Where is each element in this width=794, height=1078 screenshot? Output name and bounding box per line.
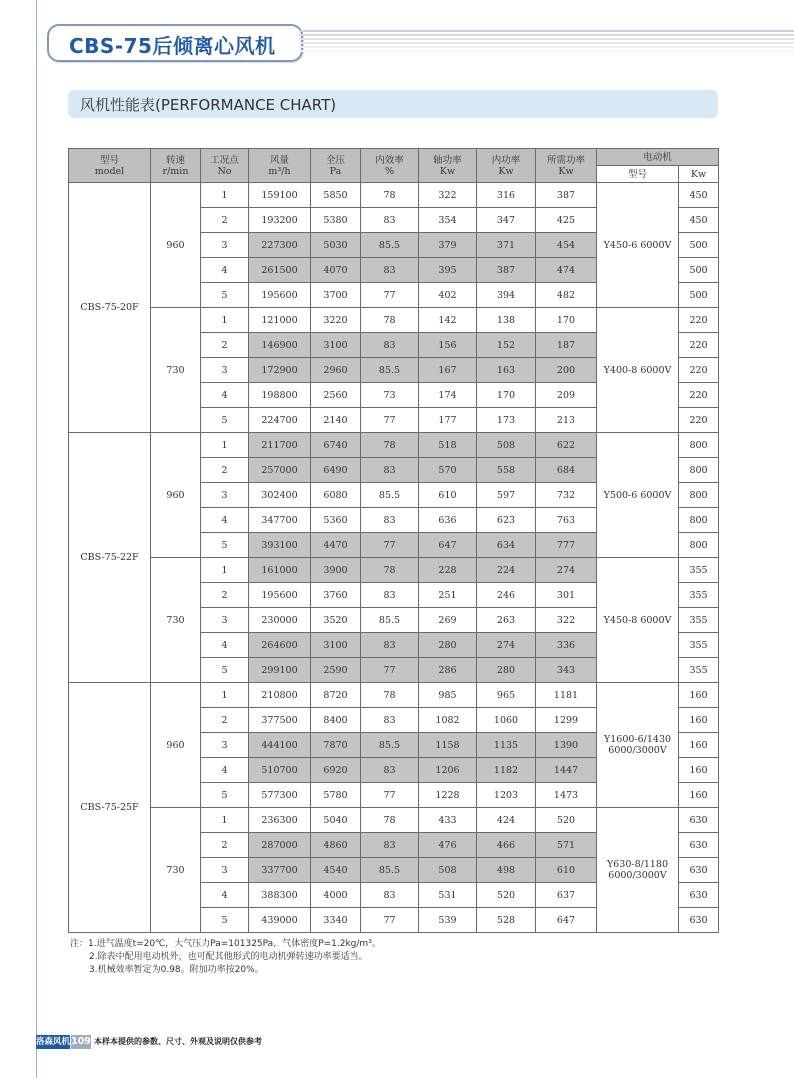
motor-kw-cell: 800 bbox=[679, 533, 719, 558]
flow-cell: 347700 bbox=[249, 508, 311, 533]
operating-point-cell: 4 bbox=[201, 883, 249, 908]
shaft-power-cell: 286 bbox=[419, 658, 477, 683]
motor-kw-cell: 800 bbox=[679, 458, 719, 483]
inner-power-cell: 597 bbox=[477, 483, 536, 508]
speed-cell: 730 bbox=[151, 308, 201, 433]
col-header-required-power: 所需功率 Kw bbox=[536, 149, 597, 183]
shaft-power-cell: 174 bbox=[419, 383, 477, 408]
pressure-cell: 3100 bbox=[311, 333, 361, 358]
required-power-cell: 274 bbox=[536, 558, 597, 583]
motor-kw-cell: 800 bbox=[679, 508, 719, 533]
pressure-cell: 5040 bbox=[311, 808, 361, 833]
motor-type-cell bbox=[597, 308, 679, 433]
col-header-motor-type: 型号 bbox=[597, 166, 679, 183]
shaft-power-cell: 395 bbox=[419, 258, 477, 283]
pressure-cell: 3340 bbox=[311, 908, 361, 933]
required-power-cell: 610 bbox=[536, 858, 597, 883]
efficiency-cell: 83 bbox=[361, 508, 419, 533]
col-header-motor-kw: Kw bbox=[679, 166, 719, 183]
flow-cell: 299100 bbox=[249, 658, 311, 683]
required-power-cell: 647 bbox=[536, 908, 597, 933]
operating-point-cell: 4 bbox=[201, 758, 249, 783]
motor-type-cell bbox=[597, 183, 679, 308]
operating-point-cell: 5 bbox=[201, 658, 249, 683]
shaft-power-cell: 167 bbox=[419, 358, 477, 383]
motor-kw-cell: 630 bbox=[679, 858, 719, 883]
flow-cell: 146900 bbox=[249, 333, 311, 358]
inner-power-cell: 170 bbox=[477, 383, 536, 408]
motor-kw-cell: 800 bbox=[679, 483, 719, 508]
pressure-cell: 3520 bbox=[311, 608, 361, 633]
model-cell: CBS-75-20F bbox=[69, 183, 151, 433]
motor-type-line: Y400-8 6000V bbox=[603, 364, 672, 376]
pressure-cell: 2590 bbox=[311, 658, 361, 683]
operating-point-cell: 3 bbox=[201, 233, 249, 258]
efficiency-cell: 78 bbox=[361, 683, 419, 708]
shaft-power-cell: 1228 bbox=[419, 783, 477, 808]
efficiency-cell: 83 bbox=[361, 258, 419, 283]
motor-kw-cell: 160 bbox=[679, 683, 719, 708]
pressure-cell: 7870 bbox=[311, 733, 361, 758]
shaft-power-cell: 269 bbox=[419, 608, 477, 633]
pressure-cell: 5360 bbox=[311, 508, 361, 533]
flow-cell: 377500 bbox=[249, 708, 311, 733]
flow-cell: 195600 bbox=[249, 583, 311, 608]
motor-kw-cell: 355 bbox=[679, 583, 719, 608]
operating-point-cell: 1 bbox=[201, 183, 249, 208]
required-power-cell: 637 bbox=[536, 883, 597, 908]
required-power-cell: 301 bbox=[536, 583, 597, 608]
required-power-cell: 763 bbox=[536, 508, 597, 533]
table-row bbox=[69, 183, 719, 208]
motor-type-line: Y500-6 6000V bbox=[603, 489, 672, 501]
col-header-pressure: 全压 Pa bbox=[311, 149, 361, 183]
col-header-efficiency: 内效率 % bbox=[361, 149, 419, 183]
flow-cell: 510700 bbox=[249, 758, 311, 783]
speed-cell: 960 bbox=[151, 183, 201, 308]
operating-point-cell: 4 bbox=[201, 383, 249, 408]
required-power-cell: 571 bbox=[536, 833, 597, 858]
required-power-cell: 732 bbox=[536, 483, 597, 508]
inner-power-cell: 1182 bbox=[477, 758, 536, 783]
operating-point-cell: 2 bbox=[201, 458, 249, 483]
shaft-power-cell: 379 bbox=[419, 233, 477, 258]
col-header-flow: 风量 m³/h bbox=[249, 149, 311, 183]
required-power-cell: 209 bbox=[536, 383, 597, 408]
motor-type-line: Y450-8 6000V bbox=[603, 614, 672, 626]
efficiency-cell: 85.5 bbox=[361, 608, 419, 633]
motor-kw-cell: 450 bbox=[679, 183, 719, 208]
flow-cell: 577300 bbox=[249, 783, 311, 808]
pressure-cell: 2140 bbox=[311, 408, 361, 433]
inner-power-cell: 263 bbox=[477, 608, 536, 633]
pressure-cell: 4470 bbox=[311, 533, 361, 558]
motor-kw-cell: 630 bbox=[679, 908, 719, 933]
table-row bbox=[69, 558, 719, 583]
motor-kw-cell: 160 bbox=[679, 733, 719, 758]
operating-point-cell: 1 bbox=[201, 808, 249, 833]
shaft-power-cell: 433 bbox=[419, 808, 477, 833]
operating-point-cell: 2 bbox=[201, 208, 249, 233]
flow-cell: 230000 bbox=[249, 608, 311, 633]
required-power-cell: 200 bbox=[536, 358, 597, 383]
motor-type-cell bbox=[597, 808, 679, 933]
flow-cell: 261500 bbox=[249, 258, 311, 283]
efficiency-cell: 85.5 bbox=[361, 233, 419, 258]
shaft-power-cell: 610 bbox=[419, 483, 477, 508]
inner-power-cell: 163 bbox=[477, 358, 536, 383]
shaft-power-cell: 570 bbox=[419, 458, 477, 483]
section-title: 风机性能表(PERFORMANCE CHART) bbox=[80, 96, 337, 114]
table-body bbox=[69, 183, 719, 933]
pressure-cell: 3220 bbox=[311, 308, 361, 333]
note-line: 注：1.进气温度t=20℃，大气压力Pa=101325Pa，气体密度P=1.2kg/m³。 bbox=[70, 939, 381, 949]
operating-point-cell: 1 bbox=[201, 558, 249, 583]
efficiency-cell: 78 bbox=[361, 183, 419, 208]
motor-kw-cell: 355 bbox=[679, 658, 719, 683]
pressure-cell: 6490 bbox=[311, 458, 361, 483]
inner-power-cell: 528 bbox=[477, 908, 536, 933]
shaft-power-cell: 228 bbox=[419, 558, 477, 583]
header-row bbox=[69, 149, 719, 166]
inner-power-cell: 224 bbox=[477, 558, 536, 583]
pressure-cell: 6920 bbox=[311, 758, 361, 783]
flow-cell: 302400 bbox=[249, 483, 311, 508]
motor-kw-cell: 220 bbox=[679, 408, 719, 433]
motor-kw-cell: 220 bbox=[679, 308, 719, 333]
flow-cell: 393100 bbox=[249, 533, 311, 558]
inner-power-cell: 280 bbox=[477, 658, 536, 683]
motor-kw-cell: 450 bbox=[679, 208, 719, 233]
inner-power-cell: 520 bbox=[477, 883, 536, 908]
col-header-speed: 转速 r/min bbox=[151, 149, 201, 183]
speed-cell: 960 bbox=[151, 433, 201, 558]
flow-cell: 236300 bbox=[249, 808, 311, 833]
motor-kw-cell: 160 bbox=[679, 783, 719, 808]
operating-point-cell: 3 bbox=[201, 733, 249, 758]
flow-cell: 193200 bbox=[249, 208, 311, 233]
efficiency-cell: 85.5 bbox=[361, 733, 419, 758]
shaft-power-cell: 177 bbox=[419, 408, 477, 433]
operating-point-cell: 5 bbox=[201, 783, 249, 808]
operating-point-cell: 5 bbox=[201, 408, 249, 433]
inner-power-cell: 424 bbox=[477, 808, 536, 833]
motor-type-line: 6000/3000V bbox=[608, 745, 667, 756]
speed-cell: 730 bbox=[151, 558, 201, 683]
pressure-cell: 3900 bbox=[311, 558, 361, 583]
efficiency-cell: 78 bbox=[361, 558, 419, 583]
motor-type-cell bbox=[597, 558, 679, 683]
motor-kw-cell: 800 bbox=[679, 433, 719, 458]
notes bbox=[70, 938, 720, 977]
shaft-power-cell: 402 bbox=[419, 283, 477, 308]
pressure-cell: 5380 bbox=[311, 208, 361, 233]
flow-cell: 264600 bbox=[249, 633, 311, 658]
required-power-cell: 213 bbox=[536, 408, 597, 433]
flow-cell: 172900 bbox=[249, 358, 311, 383]
motor-kw-cell: 355 bbox=[679, 558, 719, 583]
inner-power-cell: 316 bbox=[477, 183, 536, 208]
flow-cell: 211700 bbox=[249, 433, 311, 458]
flow-cell: 287000 bbox=[249, 833, 311, 858]
motor-kw-cell: 160 bbox=[679, 708, 719, 733]
required-power-cell: 336 bbox=[536, 633, 597, 658]
note-line: 2.除表中配用电动机外，也可配其他形式的电动机弹转速功率要适当。 bbox=[89, 952, 368, 962]
pressure-cell: 8720 bbox=[311, 683, 361, 708]
model-cell: CBS-75-25F bbox=[69, 683, 151, 933]
required-power-cell: 1447 bbox=[536, 758, 597, 783]
motor-type-line: Y450-6 6000V bbox=[603, 239, 672, 251]
flow-cell: 227300 bbox=[249, 233, 311, 258]
efficiency-cell: 83 bbox=[361, 883, 419, 908]
pressure-cell: 6740 bbox=[311, 433, 361, 458]
motor-kw-cell: 500 bbox=[679, 283, 719, 308]
motor-kw-cell: 630 bbox=[679, 833, 719, 858]
motor-kw-cell: 630 bbox=[679, 883, 719, 908]
required-power-cell: 474 bbox=[536, 258, 597, 283]
shaft-power-cell: 1082 bbox=[419, 708, 477, 733]
efficiency-cell: 83 bbox=[361, 833, 419, 858]
performance-table bbox=[68, 148, 719, 933]
pressure-cell: 5030 bbox=[311, 233, 361, 258]
pressure-cell: 3760 bbox=[311, 583, 361, 608]
shaft-power-cell: 539 bbox=[419, 908, 477, 933]
inner-power-cell: 387 bbox=[477, 258, 536, 283]
motor-kw-cell: 500 bbox=[679, 258, 719, 283]
operating-point-cell: 1 bbox=[201, 433, 249, 458]
efficiency-cell: 77 bbox=[361, 533, 419, 558]
operating-point-cell: 3 bbox=[201, 483, 249, 508]
operating-point-cell: 2 bbox=[201, 333, 249, 358]
efficiency-cell: 77 bbox=[361, 408, 419, 433]
inner-power-cell: 965 bbox=[477, 683, 536, 708]
motor-type-cell bbox=[597, 683, 679, 808]
operating-point-cell: 3 bbox=[201, 358, 249, 383]
efficiency-cell: 77 bbox=[361, 658, 419, 683]
operating-point-cell: 4 bbox=[201, 508, 249, 533]
flow-cell: 159100 bbox=[249, 183, 311, 208]
operating-point-cell: 1 bbox=[201, 683, 249, 708]
efficiency-cell: 83 bbox=[361, 333, 419, 358]
inner-power-cell: 634 bbox=[477, 533, 536, 558]
page-title: CBS-75后倾离心风机 bbox=[69, 34, 276, 58]
inner-power-cell: 246 bbox=[477, 583, 536, 608]
motor-kw-cell: 220 bbox=[679, 358, 719, 383]
section-bar bbox=[68, 90, 718, 118]
page-number: 109 bbox=[71, 1036, 91, 1047]
flow-cell: 198800 bbox=[249, 383, 311, 408]
motor-type-cell bbox=[597, 433, 679, 558]
required-power-cell: 425 bbox=[536, 208, 597, 233]
table-row bbox=[69, 308, 719, 333]
required-power-cell: 322 bbox=[536, 608, 597, 633]
motor-kw-cell: 500 bbox=[679, 233, 719, 258]
table-row bbox=[69, 808, 719, 833]
flow-cell: 444100 bbox=[249, 733, 311, 758]
col-header-inner-power: 内功率 Kw bbox=[477, 149, 536, 183]
required-power-cell: 1299 bbox=[536, 708, 597, 733]
inner-power-cell: 623 bbox=[477, 508, 536, 533]
col-header-shaft-power: 轴功率 Kw bbox=[419, 149, 477, 183]
shaft-power-cell: 1206 bbox=[419, 758, 477, 783]
efficiency-cell: 73 bbox=[361, 383, 419, 408]
pressure-cell: 5780 bbox=[311, 783, 361, 808]
required-power-cell: 187 bbox=[536, 333, 597, 358]
efficiency-cell: 83 bbox=[361, 583, 419, 608]
efficiency-cell: 77 bbox=[361, 783, 419, 808]
efficiency-cell: 77 bbox=[361, 283, 419, 308]
motor-type-line: Y1600-6/1430 bbox=[603, 734, 672, 745]
operating-point-cell: 5 bbox=[201, 908, 249, 933]
efficiency-cell: 83 bbox=[361, 633, 419, 658]
shaft-power-cell: 142 bbox=[419, 308, 477, 333]
efficiency-cell: 78 bbox=[361, 308, 419, 333]
col-header-no: 工况点 No bbox=[201, 149, 249, 183]
pressure-cell: 4070 bbox=[311, 258, 361, 283]
efficiency-cell: 83 bbox=[361, 458, 419, 483]
shaft-power-cell: 508 bbox=[419, 858, 477, 883]
col-header-model: 型号 model bbox=[69, 149, 151, 183]
shaft-power-cell: 518 bbox=[419, 433, 477, 458]
required-power-cell: 1473 bbox=[536, 783, 597, 808]
efficiency-cell: 85.5 bbox=[361, 358, 419, 383]
shaft-power-cell: 280 bbox=[419, 633, 477, 658]
shaft-power-cell: 156 bbox=[419, 333, 477, 358]
required-power-cell: 454 bbox=[536, 233, 597, 258]
operating-point-cell: 5 bbox=[201, 283, 249, 308]
required-power-cell: 482 bbox=[536, 283, 597, 308]
shaft-power-cell: 476 bbox=[419, 833, 477, 858]
pressure-cell: 4540 bbox=[311, 858, 361, 883]
required-power-cell: 343 bbox=[536, 658, 597, 683]
efficiency-cell: 78 bbox=[361, 808, 419, 833]
operating-point-cell: 2 bbox=[201, 583, 249, 608]
inner-power-cell: 347 bbox=[477, 208, 536, 233]
flow-cell: 210800 bbox=[249, 683, 311, 708]
table-row bbox=[69, 683, 719, 708]
required-power-cell: 777 bbox=[536, 533, 597, 558]
motor-type-line: Y630-8/1180 bbox=[606, 859, 669, 870]
pressure-cell: 8400 bbox=[311, 708, 361, 733]
flow-cell: 121000 bbox=[249, 308, 311, 333]
speed-cell: 960 bbox=[151, 683, 201, 808]
note-line: 3.机械效率暂定为0.98。附加功率按20%。 bbox=[89, 965, 264, 975]
shaft-power-cell: 354 bbox=[419, 208, 477, 233]
flow-cell: 224700 bbox=[249, 408, 311, 433]
inner-power-cell: 1135 bbox=[477, 733, 536, 758]
efficiency-cell: 78 bbox=[361, 433, 419, 458]
inner-power-cell: 508 bbox=[477, 433, 536, 458]
motor-kw-cell: 355 bbox=[679, 633, 719, 658]
inner-power-cell: 466 bbox=[477, 833, 536, 858]
inner-power-cell: 498 bbox=[477, 858, 536, 883]
required-power-cell: 1390 bbox=[536, 733, 597, 758]
required-power-cell: 622 bbox=[536, 433, 597, 458]
pressure-cell: 5850 bbox=[311, 183, 361, 208]
motor-kw-cell: 220 bbox=[679, 333, 719, 358]
shaft-power-cell: 647 bbox=[419, 533, 477, 558]
efficiency-cell: 85.5 bbox=[361, 483, 419, 508]
pressure-cell: 2560 bbox=[311, 383, 361, 408]
inner-power-cell: 138 bbox=[477, 308, 536, 333]
operating-point-cell: 5 bbox=[201, 533, 249, 558]
title-tab bbox=[47, 24, 303, 62]
pressure-cell: 4000 bbox=[311, 883, 361, 908]
footer-brand: 洛森风机 bbox=[36, 1037, 71, 1047]
operating-point-cell: 3 bbox=[201, 858, 249, 883]
operating-point-cell: 2 bbox=[201, 708, 249, 733]
speed-cell: 730 bbox=[151, 808, 201, 933]
required-power-cell: 520 bbox=[536, 808, 597, 833]
efficiency-cell: 77 bbox=[361, 908, 419, 933]
flow-cell: 388300 bbox=[249, 883, 311, 908]
table-row bbox=[69, 433, 719, 458]
pressure-cell: 3700 bbox=[311, 283, 361, 308]
motor-kw-cell: 630 bbox=[679, 808, 719, 833]
footer-note: 本样本提供的参数、尺寸、外观及说明仅供参考 bbox=[94, 1037, 262, 1046]
efficiency-cell: 83 bbox=[361, 758, 419, 783]
required-power-cell: 170 bbox=[536, 308, 597, 333]
pressure-cell: 6080 bbox=[311, 483, 361, 508]
inner-power-cell: 152 bbox=[477, 333, 536, 358]
inner-power-cell: 371 bbox=[477, 233, 536, 258]
shaft-power-cell: 322 bbox=[419, 183, 477, 208]
pressure-cell: 3100 bbox=[311, 633, 361, 658]
inner-power-cell: 173 bbox=[477, 408, 536, 433]
flow-cell: 161000 bbox=[249, 558, 311, 583]
inner-power-cell: 558 bbox=[477, 458, 536, 483]
operating-point-cell: 1 bbox=[201, 308, 249, 333]
pressure-cell: 2960 bbox=[311, 358, 361, 383]
required-power-cell: 387 bbox=[536, 183, 597, 208]
shaft-power-cell: 636 bbox=[419, 508, 477, 533]
operating-point-cell: 2 bbox=[201, 833, 249, 858]
shaft-power-cell: 251 bbox=[419, 583, 477, 608]
motor-kw-cell: 220 bbox=[679, 383, 719, 408]
flow-cell: 257000 bbox=[249, 458, 311, 483]
operating-point-cell: 3 bbox=[201, 608, 249, 633]
efficiency-cell: 83 bbox=[361, 708, 419, 733]
flow-cell: 337700 bbox=[249, 858, 311, 883]
inner-power-cell: 394 bbox=[477, 283, 536, 308]
inner-power-cell: 1060 bbox=[477, 708, 536, 733]
motor-kw-cell: 355 bbox=[679, 608, 719, 633]
title-stripes bbox=[299, 28, 794, 54]
motor-type-line: 6000/3000V bbox=[608, 870, 667, 881]
required-power-cell: 1181 bbox=[536, 683, 597, 708]
flow-cell: 195600 bbox=[249, 283, 311, 308]
col-header-motor: 电动机 bbox=[597, 149, 719, 166]
shaft-power-cell: 531 bbox=[419, 883, 477, 908]
flow-cell: 439000 bbox=[249, 908, 311, 933]
inner-power-cell: 274 bbox=[477, 633, 536, 658]
shaft-power-cell: 985 bbox=[419, 683, 477, 708]
efficiency-cell: 83 bbox=[361, 208, 419, 233]
model-cell: CBS-75-22F bbox=[69, 433, 151, 683]
inner-power-cell: 1203 bbox=[477, 783, 536, 808]
efficiency-cell: 85.5 bbox=[361, 858, 419, 883]
required-power-cell: 684 bbox=[536, 458, 597, 483]
operating-point-cell: 4 bbox=[201, 258, 249, 283]
motor-kw-cell: 160 bbox=[679, 758, 719, 783]
pressure-cell: 4860 bbox=[311, 833, 361, 858]
operating-point-cell: 4 bbox=[201, 633, 249, 658]
shaft-power-cell: 1158 bbox=[419, 733, 477, 758]
